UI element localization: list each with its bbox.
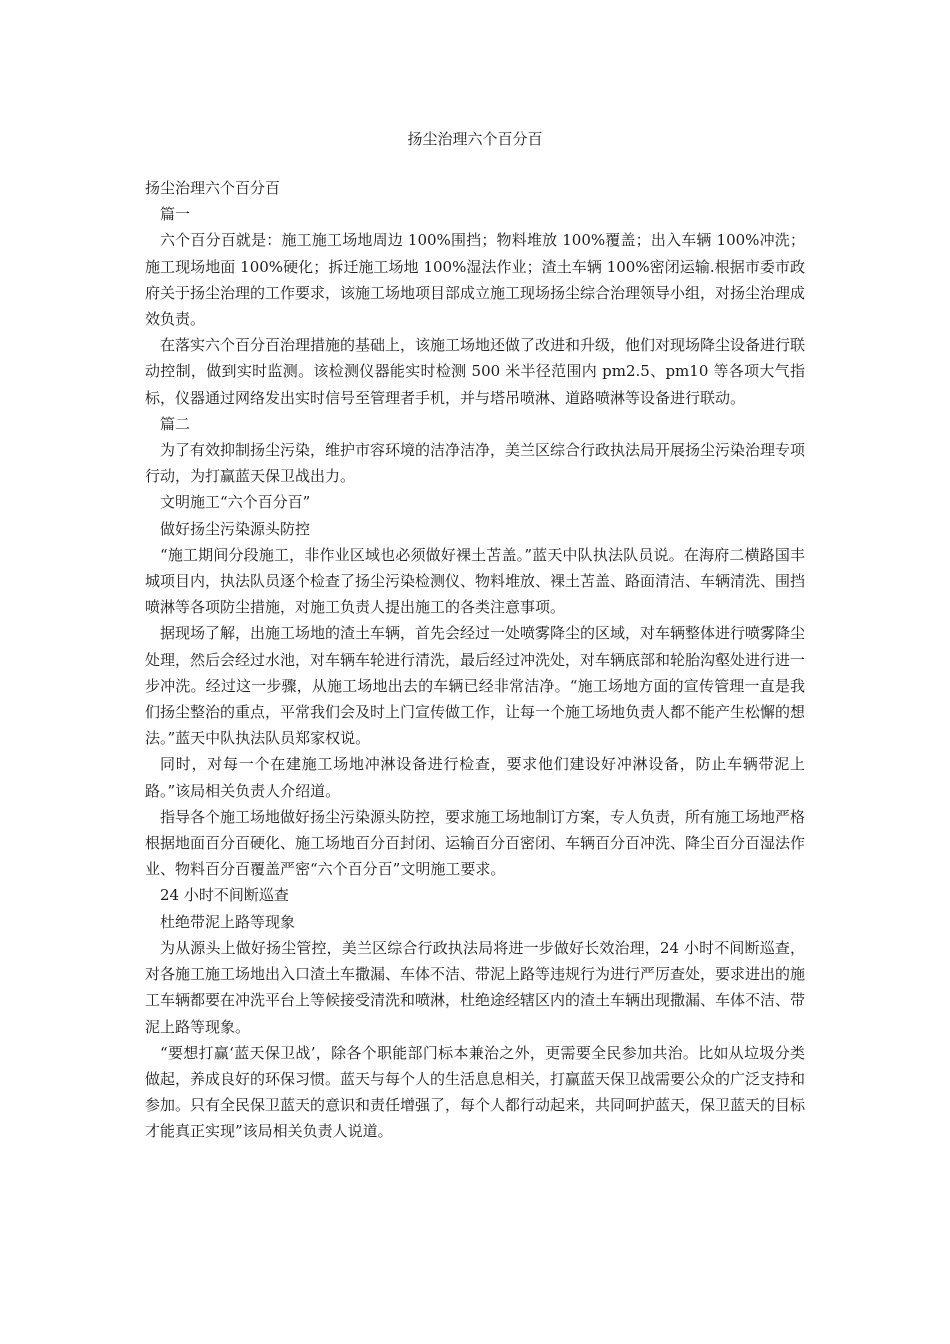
document-subtitle: 扬尘治理六个百分百	[145, 179, 281, 197]
body-paragraph: 篇二	[160, 414, 191, 433]
body-paragraph: “施工期间分段施工，非作业区域也必须做好裸土苫盖。”蓝天中队执法队员说。在海府二横路国丰城项目内，执法队员逐个检查了扬尘污染检测仪、物料堆放、裸土苫盖、路面清洁、车辆清洗、围挡喷淋等各项防尘措施，对施工负责人提出施工的各类注意事项。	[145, 545, 806, 617]
body-paragraph: 指导各个施工场地做好扬尘污染源头防控，要求施工场地制订方案，专人负责，所有施工场地严格根据地面百分百硬化、施工场地百分百封闭、运输百分百密闭、车辆百分百冲洗、降尘百分百湿法作业、物料百分百覆盖严密“六个百分百”文明施工要求。	[145, 807, 806, 879]
body-paragraph: 24 小时不间断巡查	[160, 886, 289, 905]
body-paragraph: 在落实六个百分百治理措施的基础上，该施工场地还做了改进和升级，他们对现场降尘设备进行联动控制，做到实时监测。该检测仪器能实时检测 500 米半径范围内 pm2.5、pm10 等各项大气指标，仪器通过网络发出实时信号至管理者手机，并与塔吊喷淋、道路喷淋等设备进行联动。	[145, 336, 806, 407]
body-paragraph: 做好扬尘污染源头防控	[160, 519, 311, 538]
body-paragraph: 篇一	[160, 205, 191, 224]
body-paragraph: 六个百分百就是：施工施工场地周边 100%围挡；物料堆放 100%覆盖；出入车辆 100%冲洗；施工现场地面 100%硬化；拆迁施工场地 100%湿法作业；渣土车辆 100%密闭运输.根据市委市政府关于扬尘治理的工作要求，该施工场地项目部成立施工现场扬尘综合治理领导小组，对扬尘治理成效负责。	[145, 231, 806, 329]
body-paragraph: 杜绝带泥上路等现象	[160, 912, 296, 931]
document-title: 扬尘治理六个百分百	[407, 130, 543, 148]
body-paragraph: “要想打赢‘蓝天保卫战’，除各个职能部门标本兼治之外，更需要全民参加共治。比如从垃圾分类做起，养成良好的环保习惯。蓝天与每个人的生活息息相关，打赢蓝天保卫战需要公众的广泛支持和参加。只有全民保卫蓝天的意识和责任增强了，每个人都行动起来，共同呵护蓝天，保卫蓝天的目标才能真正实现”该局相关负责人说道。	[145, 1043, 806, 1141]
body-paragraph: 同时，对每一个在建施工场地冲淋设备进行检查，要求他们建设好冲淋设备，防止车辆带泥上路。”该局相关负责人介绍道。	[145, 755, 805, 800]
document-body	[145, 175, 805, 1145]
body-paragraph: 文明施工“六个百分百”	[160, 493, 311, 512]
body-paragraph: 为了有效抑制扬尘污染，维护市容环境的洁净洁净，美兰区综合行政执法局开展扬尘污染治理专项行动，为打赢蓝天保卫战出力。	[145, 441, 806, 486]
body-paragraph: 为从源头上做好扬尘管控，美兰区综合行政执法局将进一步做好长效治理，24 小时不间断巡查，对各施工施工场地出入口渣土车撒漏、车体不洁、带泥上路等违规行为进行严厉查处，要求进出的施工车辆都要在冲洗平台上等候接受清洗和喷淋，杜绝途经辖区内的渣土车辆出现撒漏、车体不洁、带泥上路等现象。	[145, 938, 806, 1036]
body-paragraph: 据现场了解，出施工场地的渣土车辆，首先会经过一处喷雾降尘的区域，对车辆整体进行喷雾降尘处理，然后会经过水池，对车辆车轮进行清洗，最后经过冲洗处，对车辆底部和轮胎沟壑处进行进一步冲洗。经过这一步骤，从施工场地出去的车辆已经非常洁净。“施工场地方面的宣传管理一直是我们扬尘整治的重点，平常我们会及时上门宣传做工作，让每一个施工场地负责人都不能产生松懈的想法。”蓝天中队执法队员郑家权说。	[145, 624, 806, 748]
